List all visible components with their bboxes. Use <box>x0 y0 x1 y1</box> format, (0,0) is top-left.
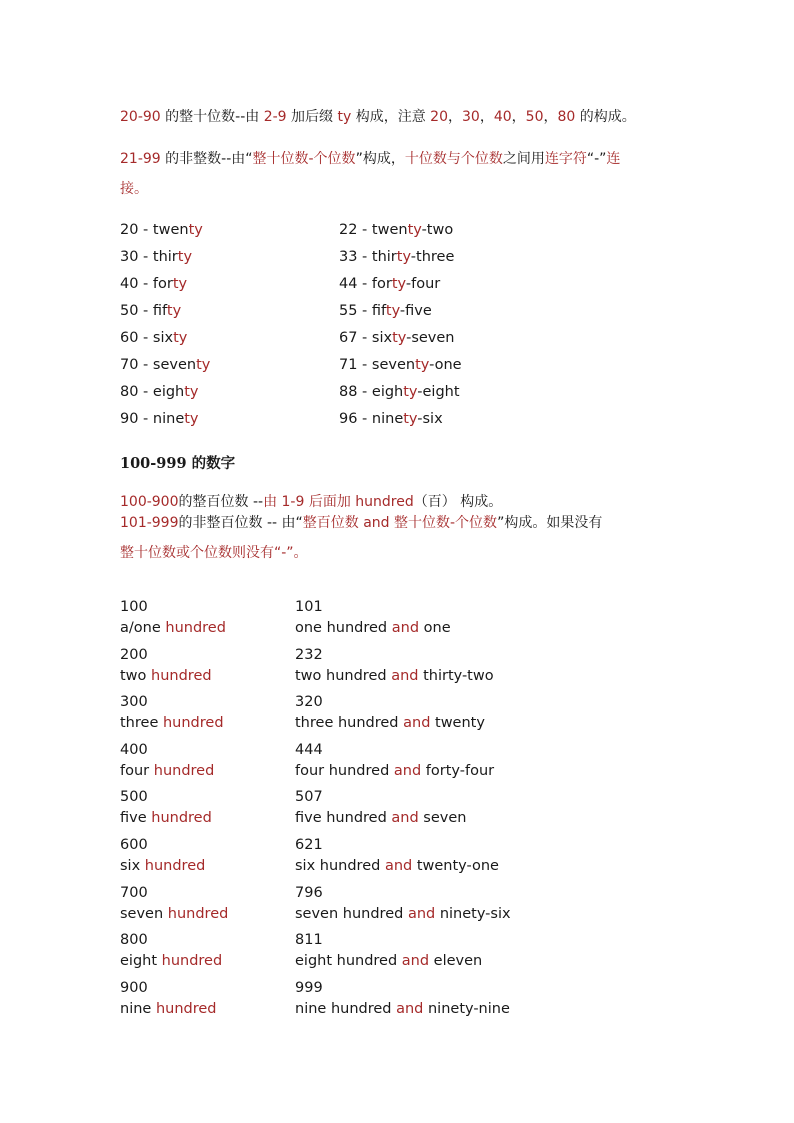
and-word: and <box>401 953 430 970</box>
word-text: eleven <box>429 953 483 970</box>
text: 的整十位数--由 <box>160 109 264 125</box>
number-text: 20 <box>430 109 448 125</box>
tens-left-cell <box>120 276 187 292</box>
hundreds-row <box>120 835 540 883</box>
word-line <box>295 666 494 687</box>
word-suffix: ty <box>172 276 188 292</box>
tens-right-cell <box>339 249 454 265</box>
tens-left-cell <box>120 411 199 427</box>
word-line <box>120 904 228 925</box>
tens-right-cell <box>339 222 453 238</box>
word-stem: fif <box>152 303 167 319</box>
hundred-word: hundred <box>161 953 223 970</box>
text: 加后缀 <box>286 109 338 125</box>
tens-left-cell <box>120 330 187 346</box>
highlight-text: 整百位数 and 整十位数-个位数 <box>302 515 498 531</box>
hundreds-left-cell <box>120 692 224 734</box>
number-text: 700 <box>120 884 148 901</box>
word-stem: seven <box>152 357 197 373</box>
word-text: two hundred <box>295 667 392 684</box>
word-suffix: ty <box>188 222 203 238</box>
text: 构成。 <box>455 494 503 510</box>
hundreds-left-cell <box>120 645 212 687</box>
word-stem: twen <box>371 222 408 238</box>
number-text: 44 - <box>339 276 372 292</box>
text: 的非整百位数 -- 由“ <box>178 515 303 531</box>
number-text: 90 - <box>120 411 153 427</box>
number-text: 70 - <box>120 357 153 373</box>
tens-left-cell <box>120 303 181 319</box>
hundreds-row <box>120 930 540 978</box>
highlight-text: 由 1-9 后面加 <box>263 494 356 510</box>
hundreds-right-cell <box>295 597 451 639</box>
and-word: and <box>391 667 419 684</box>
number-text: 20 - <box>120 222 153 238</box>
hundred-word: hundred <box>167 905 229 922</box>
text: 的构成。 <box>575 109 636 125</box>
and-word: and <box>403 715 431 732</box>
text: ”构成。如果没有 <box>497 515 603 531</box>
number-text: 22 - <box>339 222 372 238</box>
word-stem: seven <box>371 357 416 373</box>
word-line <box>120 808 212 829</box>
non-round-hundreds-paragraph <box>120 512 602 532</box>
hundreds-right-cell <box>295 645 494 687</box>
word-line <box>295 904 511 925</box>
hundreds-row <box>120 597 540 645</box>
hundreds-row <box>120 692 540 740</box>
highlight-text: 连字符 <box>544 151 587 167</box>
word-text: seven hundred <box>295 905 408 922</box>
word-text: four <box>120 762 154 779</box>
number-text: 50 <box>525 109 544 125</box>
word-tail: -three <box>410 249 455 265</box>
tens-right-cell <box>339 330 455 346</box>
word-text: eight <box>120 953 162 970</box>
tens-right-cell <box>339 303 432 319</box>
separator: ， <box>448 109 462 125</box>
number-text: 400 <box>120 741 148 758</box>
range-text: 21-99 <box>120 151 161 167</box>
word-text: nine hundred <box>295 1000 397 1017</box>
word-suffix: ty <box>166 303 182 319</box>
text: ”构成， <box>355 151 405 167</box>
separator: ， <box>543 109 558 125</box>
section-heading: 100-999 的数字 <box>120 455 236 472</box>
hundred-word: hundred <box>151 810 212 827</box>
word-line <box>120 856 205 877</box>
tens-row <box>120 303 540 330</box>
highlight-text: 整十位数-个位数 <box>252 151 356 167</box>
hundreds-row <box>120 787 540 835</box>
highlight-text: hundred <box>355 494 414 510</box>
tens-row <box>120 276 540 303</box>
tens-row <box>120 249 540 276</box>
word-line <box>295 618 451 639</box>
number-text: 811 <box>295 932 323 949</box>
tens-right-cell <box>339 357 462 373</box>
tens-left-cell <box>120 357 210 373</box>
hundreds-left-cell <box>120 597 226 639</box>
non-round-hundreds-paragraph-cont <box>120 542 308 562</box>
number-text: 71 - <box>339 357 372 373</box>
number-text: 60 - <box>120 330 153 346</box>
and-word: and <box>391 620 420 636</box>
word-text: thirty-two <box>418 667 494 684</box>
number-text: 80 <box>557 109 576 125</box>
word-text: a/one <box>120 620 166 636</box>
word-line <box>120 618 226 639</box>
word-stem: thir <box>371 249 397 265</box>
word-stem: eigh <box>371 384 404 400</box>
intro-compound-paragraph <box>120 148 620 168</box>
text: 的整百位数 -- <box>178 494 264 510</box>
word-text: five <box>120 810 152 827</box>
text: （百） <box>413 494 456 510</box>
hundreds-left-cell <box>120 930 222 972</box>
text: 构成，注意 <box>351 109 431 125</box>
and-word: and <box>384 857 413 874</box>
word-stem: nine <box>152 411 185 427</box>
tens-right-cell <box>339 384 460 400</box>
range-text: 2-9 <box>263 109 287 125</box>
word-stem: nine <box>371 411 404 427</box>
hundreds-left-cell <box>120 835 205 877</box>
word-text: five hundred <box>295 810 392 827</box>
word-suffix: ty <box>396 249 411 265</box>
highlight-text: 接。 <box>120 181 148 197</box>
word-suffix: ty <box>184 411 199 427</box>
number-text: 320 <box>295 694 323 711</box>
hundreds-right-cell <box>295 930 482 972</box>
word-text: one hundred <box>295 620 392 636</box>
number-text: 232 <box>295 646 323 663</box>
word-line <box>295 761 494 782</box>
hundred-word: hundred <box>155 1000 217 1017</box>
word-line <box>120 713 224 734</box>
and-word: and <box>407 905 436 922</box>
word-text: seven <box>120 905 168 922</box>
hundreds-row <box>120 740 540 788</box>
number-text: 507 <box>295 789 323 806</box>
word-line <box>295 808 466 829</box>
text: “-” <box>586 151 607 167</box>
hundreds-right-cell <box>295 740 494 782</box>
word-stem: thir <box>152 249 178 265</box>
word-suffix: ty <box>385 303 400 319</box>
word-stem: eigh <box>152 384 185 400</box>
hundreds-left-cell <box>120 740 214 782</box>
word-text: six <box>120 857 145 874</box>
number-text: 600 <box>120 836 148 853</box>
tens-row <box>120 357 540 384</box>
word-line <box>120 999 217 1020</box>
word-tail: -five <box>399 303 432 319</box>
hundreds-left-cell <box>120 978 217 1020</box>
number-text: 30 - <box>120 249 153 265</box>
hundreds-row <box>120 645 540 693</box>
word-stem: for <box>371 276 392 292</box>
word-line <box>295 713 485 734</box>
hundreds-row <box>120 978 540 1026</box>
word-suffix: ty <box>403 411 418 427</box>
number-text: 96 - <box>339 411 372 427</box>
range-text: 20-90 <box>120 109 161 125</box>
word-suffix: ty <box>196 357 211 373</box>
range-text: 101-999 <box>120 515 179 531</box>
number-text: 67 - <box>339 330 372 346</box>
tens-right-cell <box>339 276 440 292</box>
range-text: 100-900 <box>120 494 179 510</box>
hundred-word: hundred <box>153 762 215 779</box>
word-suffix: ty <box>415 357 430 373</box>
and-word: and <box>393 762 422 779</box>
word-line <box>120 951 222 972</box>
hundred-word: hundred <box>165 620 226 636</box>
separator: ， <box>511 109 526 125</box>
word-stem: six <box>152 330 174 346</box>
word-text: ninety-nine <box>423 1000 510 1017</box>
intro-compound-paragraph-cont <box>120 178 148 198</box>
tens-left-cell <box>120 222 203 238</box>
word-suffix: ty <box>392 330 407 346</box>
intro-tens-paragraph <box>120 106 636 126</box>
word-tail: -two <box>421 222 454 238</box>
word-text: one <box>419 620 451 636</box>
and-word: and <box>391 810 419 827</box>
highlight-text: 连 <box>606 151 621 167</box>
word-tail: -one <box>429 357 462 373</box>
separator: ， <box>479 109 494 125</box>
number-text: 30 <box>462 109 480 125</box>
number-text: 33 - <box>339 249 372 265</box>
hundred-word: hundred <box>144 857 206 874</box>
and-word: and <box>396 1000 424 1017</box>
word-suffix: ty <box>173 330 188 346</box>
tens-left-cell <box>120 384 199 400</box>
tens-row <box>120 384 540 411</box>
word-tail: -seven <box>406 330 455 346</box>
word-tail: -six <box>417 411 443 427</box>
number-text: 900 <box>120 979 148 996</box>
word-suffix: ty <box>184 384 199 400</box>
word-text: forty-four <box>421 762 495 779</box>
hundreds-left-cell <box>120 883 228 925</box>
word-text: two <box>120 667 152 684</box>
number-text: 999 <box>295 979 323 996</box>
number-text: 800 <box>120 932 148 949</box>
word-text: eight hundred <box>295 953 402 970</box>
word-stem: twen <box>152 222 189 238</box>
hundred-word: hundred <box>151 667 212 684</box>
hundreds-table <box>120 597 540 1025</box>
word-line <box>120 761 214 782</box>
word-line <box>295 951 482 972</box>
word-text: ninety-six <box>435 905 511 922</box>
word-line <box>120 666 212 687</box>
hundreds-right-cell <box>295 883 511 925</box>
hundreds-right-cell <box>295 692 485 734</box>
word-text: twenty <box>430 715 485 732</box>
word-stem: six <box>371 330 393 346</box>
number-text: 796 <box>295 884 323 901</box>
number-text: 101 <box>295 599 323 615</box>
number-text: 50 - <box>120 303 153 319</box>
number-text: 40 <box>493 109 512 125</box>
hundred-word: hundred <box>162 715 224 732</box>
number-text: 500 <box>120 789 148 806</box>
text: 的非整数--由“ <box>160 151 253 167</box>
tens-row <box>120 222 540 249</box>
suffix-text: ty <box>337 109 352 125</box>
highlight-text: 整十位数或个位数则没有“-”。 <box>120 545 308 561</box>
number-text: 80 - <box>120 384 153 400</box>
word-text: nine <box>120 1000 156 1017</box>
word-suffix: ty <box>403 384 418 400</box>
word-text: three <box>120 715 163 732</box>
word-stem: fif <box>371 303 386 319</box>
word-text: seven <box>418 810 467 827</box>
number-text: 40 - <box>120 276 153 292</box>
tens-row <box>120 411 540 438</box>
hundreds-right-cell <box>295 787 466 829</box>
text: 之间用 <box>502 151 545 167</box>
word-tail: -four <box>405 276 441 292</box>
word-text: four hundred <box>295 762 394 779</box>
word-line <box>295 999 510 1020</box>
hundreds-left-cell <box>120 787 212 829</box>
hundreds-right-cell <box>295 835 499 877</box>
word-tail: -eight <box>417 384 460 400</box>
word-suffix: ty <box>391 276 406 292</box>
number-text: 100 <box>120 599 148 615</box>
tens-row <box>120 330 540 357</box>
number-text: 200 <box>120 646 148 663</box>
word-line <box>295 856 499 877</box>
word-text: twenty-one <box>412 857 499 874</box>
number-text: 621 <box>295 836 323 853</box>
highlight-text: 十位数与个位数 <box>404 151 503 167</box>
number-text: 88 - <box>339 384 372 400</box>
word-suffix: ty <box>177 249 193 265</box>
tens-table <box>120 222 540 438</box>
hundreds-paragraph <box>120 491 502 511</box>
tens-left-cell <box>120 249 192 265</box>
number-text: 55 - <box>339 303 372 319</box>
word-stem: for <box>152 276 173 292</box>
word-text: six hundred <box>295 857 385 874</box>
tens-right-cell <box>339 411 443 427</box>
number-text: 444 <box>295 741 323 758</box>
hundreds-row <box>120 883 540 931</box>
hundreds-right-cell <box>295 978 510 1020</box>
word-suffix: ty <box>407 222 422 238</box>
word-text: three hundred <box>295 715 404 732</box>
number-text: 300 <box>120 694 148 711</box>
